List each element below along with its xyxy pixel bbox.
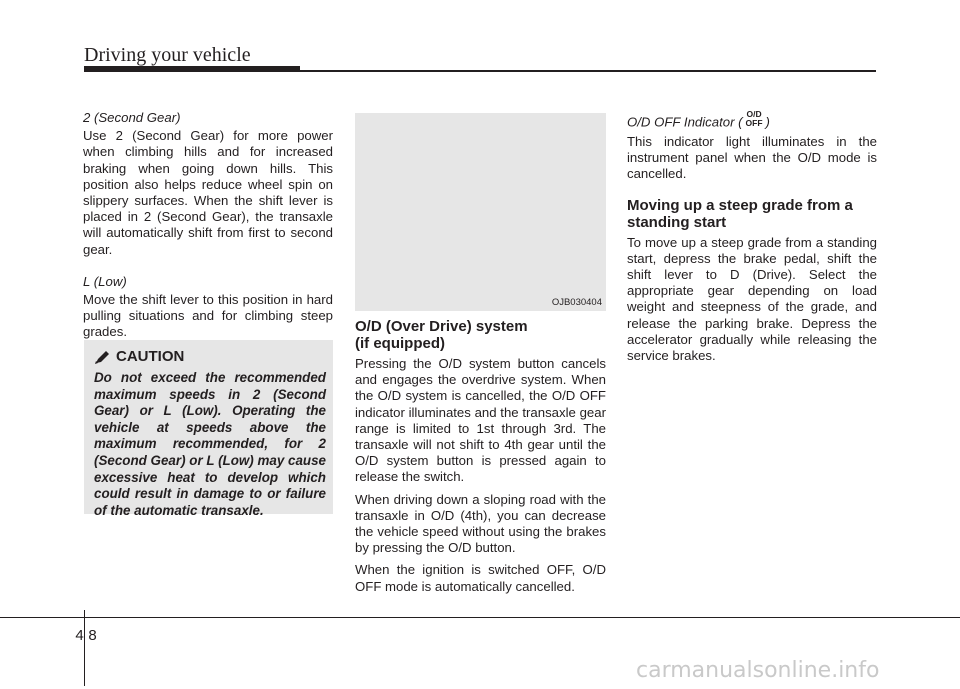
caution-title: CAUTION	[116, 348, 185, 365]
badge-top: O/D	[746, 109, 762, 119]
watermark: carmanualsonline.info	[636, 658, 880, 683]
column-middle	[355, 318, 606, 601]
pencil-icon	[94, 350, 110, 364]
figure-image	[355, 113, 606, 311]
column-left	[83, 110, 333, 347]
caution-text: Do not exceed the recommended maximum speeds in 2 (Second Gear) or L (Low). Operating the vehicle at speeds above the maximum recommended, for 2 (Second Gear) or L (Low) may cause excessive heat to develop which could result in damage to or failure of the automatic transaxle.	[94, 370, 326, 518]
header-rule-thin	[300, 70, 876, 72]
column-right	[627, 110, 877, 370]
indicator-heading-prefix: O/D OFF Indicator (	[627, 114, 743, 130]
od-paragraph-3: When the ignition is switched OFF, O/D OFF mode is automatically cancelled.	[355, 562, 606, 594]
caution-box	[84, 340, 333, 518]
second-gear-text: Use 2 (Second Gear) for more power when climbing hills and for increased braking when going down hills. This position also helps reduce wheel spin on slippery surfaces. When the shift lever is placed in 2 (Second Gear), the transaxle will automatically shift from first to second gear.	[83, 128, 333, 257]
steep-grade-text: To move up a steep grade from a standing start, depress the brake pedal, shift the shift lever to D (Drive). Select the appropriate gear depending on load weight and steepness of the grade, and release the parking brake. Depress the accelerator gradually while releasing the service brakes.	[627, 234, 877, 364]
footer-tick	[84, 610, 85, 686]
od-paragraph-1: Pressing the O/D system button cancels and engages the overdrive system. When the O/D system is cancelled, the O/D OFF indicator illuminates and the transaxle gear range is limited to 1st through 3rd. The transaxle will not shift to 4th gear until the O/D system button is pressed again to release the switch.	[355, 356, 606, 485]
page-number-value: 8	[88, 627, 97, 644]
od-off-icon	[746, 110, 763, 128]
second-gear-heading: 2 (Second Gear)	[83, 110, 181, 125]
chapter-number: 4	[75, 627, 84, 644]
od-title-line2: (if equipped)	[355, 335, 445, 352]
low-gear-text: Move the shift lever to this position in hard pulling situations and for climbing steep grades.	[83, 292, 333, 340]
steep-grade-title: Moving up a steep grade from a standing start	[627, 196, 853, 231]
od-off-indicator-heading	[627, 109, 877, 132]
badge-bottom: OFF	[745, 118, 763, 128]
low-gear-heading: L (Low)	[83, 273, 127, 289]
od-title-line1: O/D (Over Drive) system	[355, 318, 528, 335]
indicator-text: This indicator light illuminates in the instrument panel when the O/D mode is cancelled.	[627, 134, 877, 182]
od-paragraph-2: When driving down a sloping road with the transaxle in O/D (4th), you can decrease the vehicle speed without using the brakes by pressing the O/D button.	[355, 491, 606, 556]
page-number	[73, 627, 99, 644]
header-rule-thick	[84, 66, 300, 72]
caution-header	[94, 348, 184, 365]
od-system-title	[355, 318, 606, 352]
page-header-title: Driving your vehicle	[84, 44, 251, 66]
figure-code: OJB030404	[551, 297, 602, 308]
indicator-heading-suffix: )	[765, 114, 770, 130]
footer-rule	[0, 617, 960, 618]
